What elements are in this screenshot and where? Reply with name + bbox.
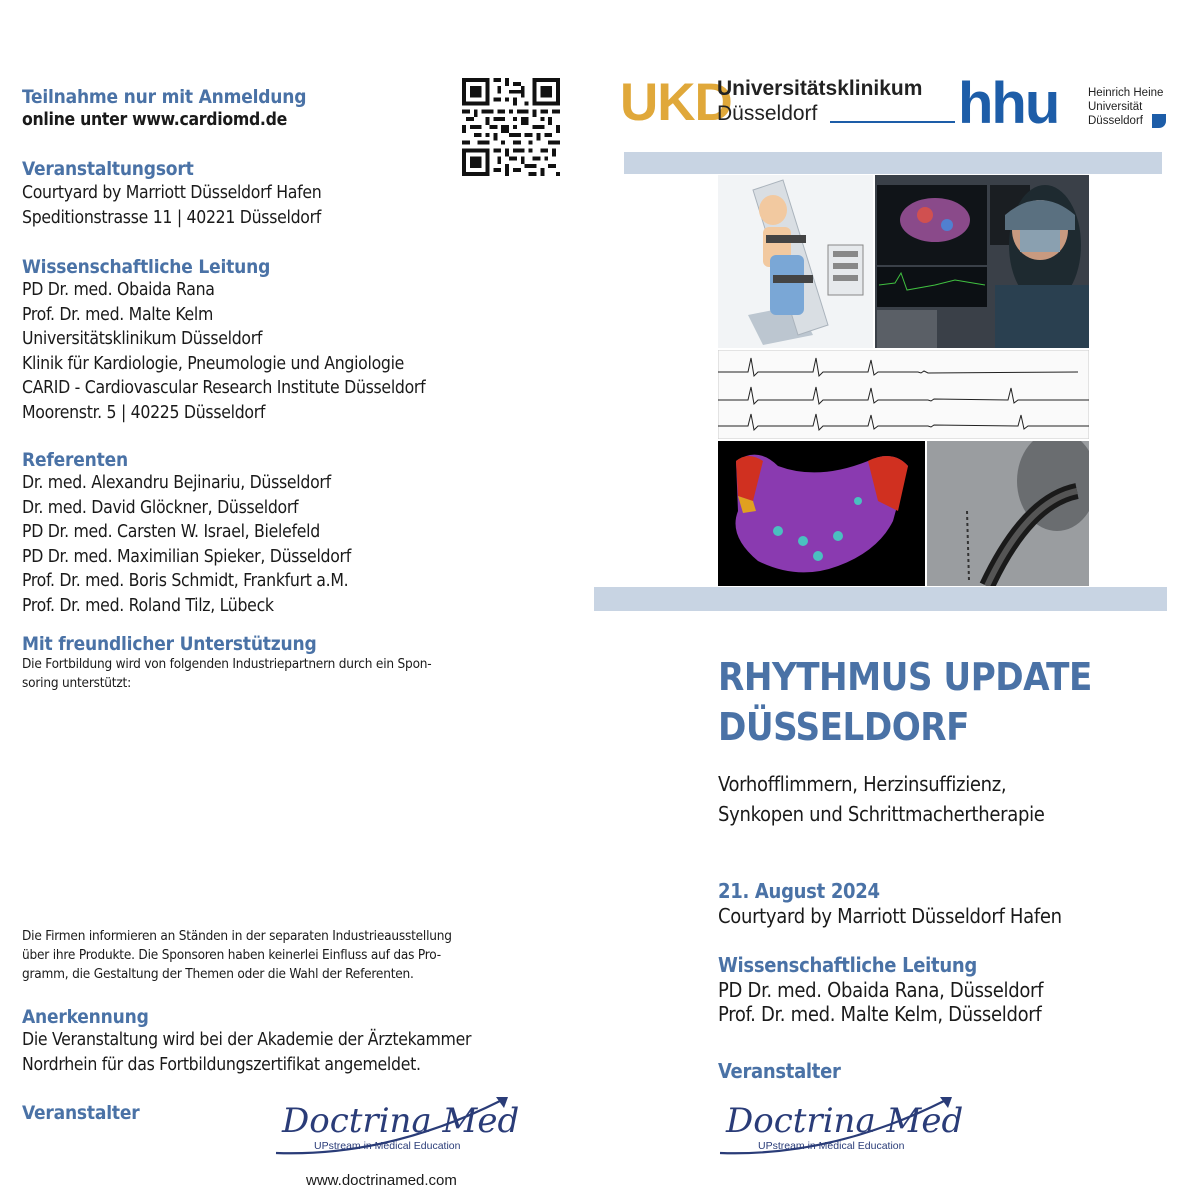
qr-code-icon <box>462 78 560 176</box>
support-line: soring unterstützt: <box>22 675 131 691</box>
speaker-item: Prof. Dr. med. Roland Tilz, Lübeck <box>22 595 274 616</box>
fluoroscopy-image <box>927 441 1089 586</box>
support-text <box>22 655 431 693</box>
hhu-name-line: Düsseldorf <box>1088 115 1143 127</box>
speaker-item: Dr. med. David Glöckner, Düsseldorf <box>22 497 299 518</box>
hhu-name-line: Universität <box>1088 101 1143 113</box>
venue-line: Speditionstrasse 11 | 40221 Düsseldorf <box>22 207 322 228</box>
scientific-heading: Wissenschaftliche Leitung <box>22 256 271 278</box>
scientific-list <box>22 278 425 425</box>
logo-name: Doctrina Med <box>282 1101 520 1141</box>
venue-heading: Veranstaltungsort <box>22 158 194 180</box>
header-divider <box>830 121 955 123</box>
registration-heading: Teilnahme nur mit Anmeldung <box>22 86 307 108</box>
hhu-name-line: Heinrich Heine <box>1088 87 1164 99</box>
companies-line: gramm, die Gestaltung der Themen oder die Wahl der Referenten. <box>22 966 414 982</box>
support-line: Die Fortbildung wird von folgenden Industriepartnern durch ein Spon- <box>22 656 432 672</box>
venue-address <box>22 181 321 230</box>
organizer-heading-left: Veranstalter <box>22 1102 140 1124</box>
event-venue: Courtyard by Marriott Düsseldorf Hafen <box>718 904 1062 928</box>
title-line: DÜSSELDORF <box>718 705 969 749</box>
cath-lab-photo <box>875 175 1089 348</box>
speaker-item: PD Dr. med. Maximilian Spieker, Düsseldorf <box>22 546 351 567</box>
speakers-heading: Referenten <box>22 449 128 471</box>
event-title <box>718 652 1092 752</box>
event-subtitle <box>718 769 1045 829</box>
hhu-mark-icon <box>1152 114 1166 128</box>
companies-text <box>22 927 452 984</box>
scientific-line: Moorenstr. 5 | 40225 Düsseldorf <box>22 402 266 423</box>
recognition-line: Nordrhein für das Fortbildungszertifikat angemeldet. <box>22 1054 421 1075</box>
ukd-logo: UKD <box>620 73 732 132</box>
ecg-strip <box>718 350 1089 439</box>
right-scientific-list <box>718 978 1043 1026</box>
speakers-list <box>22 471 351 618</box>
ukd-name-line: Universitätsklinikum <box>717 77 923 100</box>
scientific-line: Klinik für Kardiologie, Pneumologie und Angiologie <box>22 353 405 374</box>
recognition-heading: Anerkennung <box>22 1006 149 1028</box>
bottom-bar <box>594 587 1167 611</box>
hhu-logo: hhu <box>958 71 1059 136</box>
electroanatomic-map <box>718 441 925 586</box>
tilt-table-illustration <box>718 175 873 348</box>
event-date: 21. August 2024 <box>718 879 880 903</box>
title-line: RHYTHMUS UPDATE <box>718 655 1092 699</box>
speaker-item: Prof. Dr. med. Boris Schmidt, Frankfurt a.M. <box>22 571 349 591</box>
scientific-line: CARID - Cardiovascular Research Institute Düsseldorf <box>22 378 426 398</box>
logo-tagline: UPstream in Medical Education <box>758 1140 905 1152</box>
speaker-item: PD Dr. med. Carsten W. Israel, Bielefeld <box>22 522 320 542</box>
recognition-text <box>22 1028 471 1077</box>
logo-name: Doctrina Med <box>726 1101 964 1141</box>
companies-line: Die Firmen informieren an Ständen in der separaten Industrieausstellung <box>22 928 452 944</box>
logo-tagline: UPstream in Medical Education <box>314 1140 461 1152</box>
companies-line: über ihre Produkte. Die Sponsoren haben keinerlei Einfluss auf das Pro- <box>22 947 441 963</box>
doctrina-med-logo-right <box>712 1093 962 1163</box>
subtitle-line: Vorhofflimmern, Herzinsuffizienz, <box>718 772 1007 796</box>
scientific-line: PD Dr. med. Obaida Rana <box>22 280 215 300</box>
scientific-line: Universitätsklinikum Düsseldorf <box>22 329 263 349</box>
support-heading: Mit freundlicher Unterstützung <box>22 633 317 655</box>
subtitle-line: Synkopen und Schrittmachertherapie <box>718 802 1045 826</box>
top-bar <box>624 152 1162 174</box>
recognition-line: Die Veranstaltung wird bei der Akademie der Ärztekammer <box>22 1030 472 1050</box>
right-scientific-line: PD Dr. med. Obaida Rana, Düsseldorf <box>718 978 1044 1002</box>
ukd-name <box>717 76 922 126</box>
organizer-url[interactable]: www.doctrinamed.com <box>306 1172 457 1189</box>
registration-link[interactable]: online unter www.cardiomd.de <box>22 110 287 130</box>
doctrina-med-logo <box>268 1093 518 1163</box>
venue-line: Courtyard by Marriott Düsseldorf Hafen <box>22 183 322 203</box>
speaker-item: Dr. med. Alexandru Bejinariu, Düsseldorf <box>22 473 331 493</box>
right-organizer-heading: Veranstalter <box>718 1059 841 1083</box>
ukd-name-line: Düsseldorf <box>717 102 818 125</box>
scientific-line: Prof. Dr. med. Malte Kelm <box>22 304 213 325</box>
right-scientific-heading: Wissenschaftliche Leitung <box>718 953 977 977</box>
right-scientific-line: Prof. Dr. med. Malte Kelm, Düsseldorf <box>718 1002 1042 1026</box>
